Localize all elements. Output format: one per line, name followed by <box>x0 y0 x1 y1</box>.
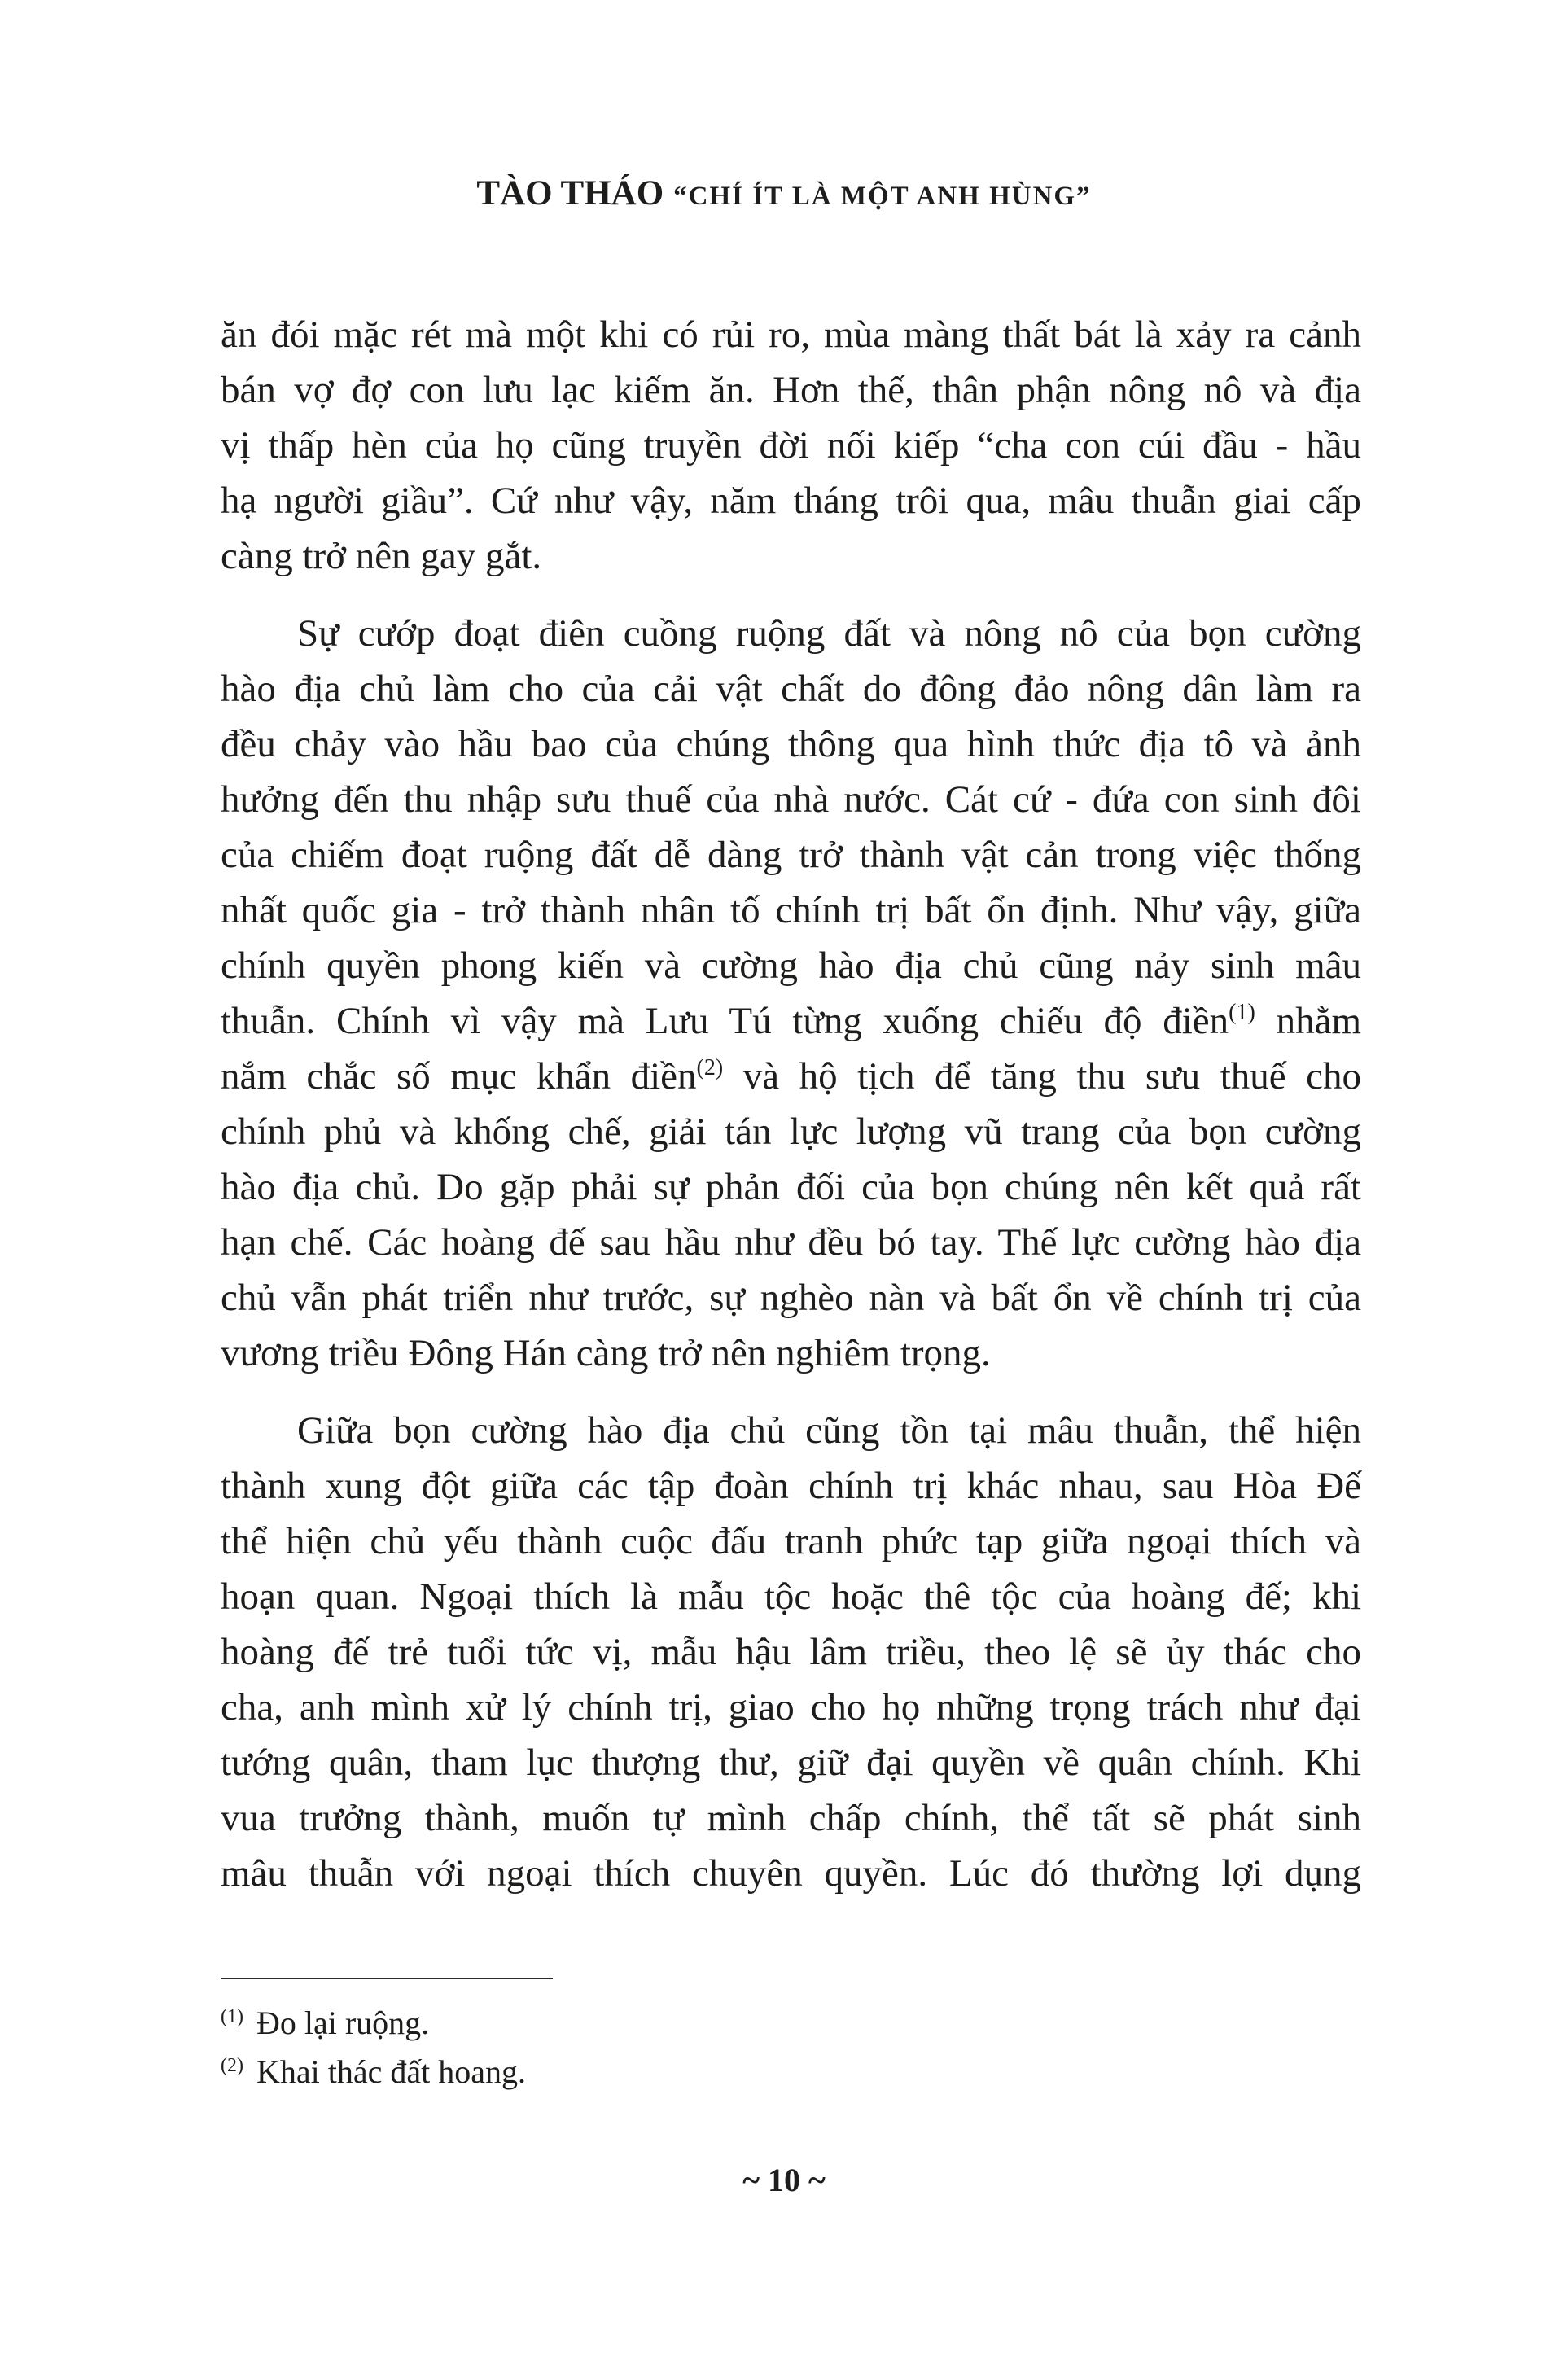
text-line: chính phủ và khống chế, giải tán lực lượng vũ trang của bọn cường <box>221 1111 1361 1153</box>
footnote-marker: (1) <box>221 2006 243 2027</box>
text-line: cha, anh mình xử lý chính trị, giao cho họ những trọng trách như đại <box>221 1686 1361 1728</box>
text-line: bán vợ đợ con lưu lạc kiếm ăn. Hơn thế, thân phận nông nô và địa <box>221 369 1361 411</box>
footnote-rule <box>221 1978 553 1979</box>
footnote-ref: (1) <box>1229 1000 1255 1025</box>
footnote <box>221 1999 1361 2048</box>
text-line: Giữa bọn cường hào địa chủ cũng tồn tại mâu thuẫn, thể hiện <box>297 1409 1361 1452</box>
text-line: chính quyền phong kiến và cường hào địa chủ cũng nảy sinh mâu <box>221 944 1361 987</box>
paragraph <box>221 307 1361 584</box>
footnote-text: Khai thác đất hoang. <box>256 2053 526 2090</box>
footnote-ref: (2) <box>696 1055 724 1080</box>
text-line: hạ người giầu”. Cứ như vậy, năm tháng trôi qua, mâu thuẫn giai cấp <box>221 480 1361 522</box>
text-line: mâu thuẫn với ngoại thích chuyên quyền. Lúc đó thường lợi dụng <box>221 1852 1361 1895</box>
running-header <box>0 168 1568 220</box>
text-line: hưởng đến thu nhập sưu thuế của nhà nước. Cát cứ - đứa con sinh đôi <box>221 778 1361 821</box>
text-line: thể hiện chủ yếu thành cuộc đấu tranh phức tạp giữa ngoại thích và <box>221 1520 1361 1562</box>
text-line: của chiếm đoạt ruộng đất dễ dàng trở thành vật cản trong việc thống <box>221 834 1361 876</box>
text-line: vương triều Đông Hán càng trở nên nghiêm trọng. <box>221 1332 991 1374</box>
page-number: ~ 10 ~ <box>742 2162 826 2198</box>
footnotes <box>221 1999 1361 2097</box>
text-line: nhất quốc gia - trở thành nhân tố chính trị bất ổn định. Như vậy, giữa <box>221 889 1361 931</box>
text-line: vị thấp hèn của họ cũng truyền đời nối kiếp “cha con cúi đầu - hầu <box>221 424 1361 467</box>
text-line: hoàng đế trẻ tuổi tức vị, mẫu hậu lâm triều, theo lệ sẽ ủy thác cho <box>221 1631 1361 1673</box>
text-line <box>221 993 1361 1049</box>
paragraph <box>221 1403 1361 1901</box>
running-header-subtitle: “CHÍ ÍT LÀ MỘT ANH HÙNG” <box>673 182 1092 211</box>
text-line-segment: nắm chắc số mục khẩn điền <box>221 1055 697 1098</box>
text-line: tướng quân, tham lục thượng thư, giữ đại quyền về quân chính. Khi <box>221 1742 1361 1784</box>
footnote-text: Đo lại ruộng. <box>256 2005 430 2041</box>
footnote-marker: (2) <box>221 2055 243 2076</box>
text-line: hào địa chủ làm cho của cải vật chất do đông đảo nông dân làm ra <box>221 668 1361 710</box>
text-line: Sự cướp đoạt điên cuồng ruộng đất và nông nô của bọn cường <box>297 612 1361 655</box>
text-line: đều chảy vào hầu bao của chúng thông qua hình thức địa tô và ảnh <box>221 723 1361 765</box>
text-line: hào địa chủ. Do gặp phải sự phản đối của bọn chúng nên kết quả rất <box>221 1166 1361 1208</box>
body-text <box>221 307 1361 1901</box>
text-line: ăn đói mặc rét mà một khi có rủi ro, mùa màng thất bát là xảy ra cảnh <box>221 313 1361 356</box>
text-line-segment: và hộ tịch để tăng thu sưu thuế cho <box>723 1055 1361 1098</box>
text-line: chủ vẫn phát triển như trước, sự nghèo nàn và bất ổn về chính trị của <box>221 1277 1361 1319</box>
text-line <box>221 1049 1361 1104</box>
text-line: vua trưởng thành, muốn tự mình chấp chính, thể tất sẽ phát sinh <box>221 1797 1361 1839</box>
footnote <box>221 2048 1361 2097</box>
text-line: hoạn quan. Ngoại thích là mẫu tộc hoặc thê tộc của hoàng đế; khi <box>221 1575 1361 1618</box>
paragraph <box>221 606 1361 1381</box>
text-line: hạn chế. Các hoàng đế sau hầu như đều bó tay. Thế lực cường hào địa <box>221 1221 1361 1264</box>
running-header-title: TÀO THÁO <box>476 174 664 213</box>
text-line-segment: thuẫn. Chính vì vậy mà Lưu Tú từng xuống chiếu độ điền <box>221 1000 1229 1042</box>
text-line: càng trở nên gay gắt. <box>221 535 542 577</box>
text-line: thành xung đột giữa các tập đoàn chính trị khác nhau, sau Hòa Đế <box>221 1465 1361 1507</box>
text-line-segment: nhằm <box>1255 1000 1362 1042</box>
